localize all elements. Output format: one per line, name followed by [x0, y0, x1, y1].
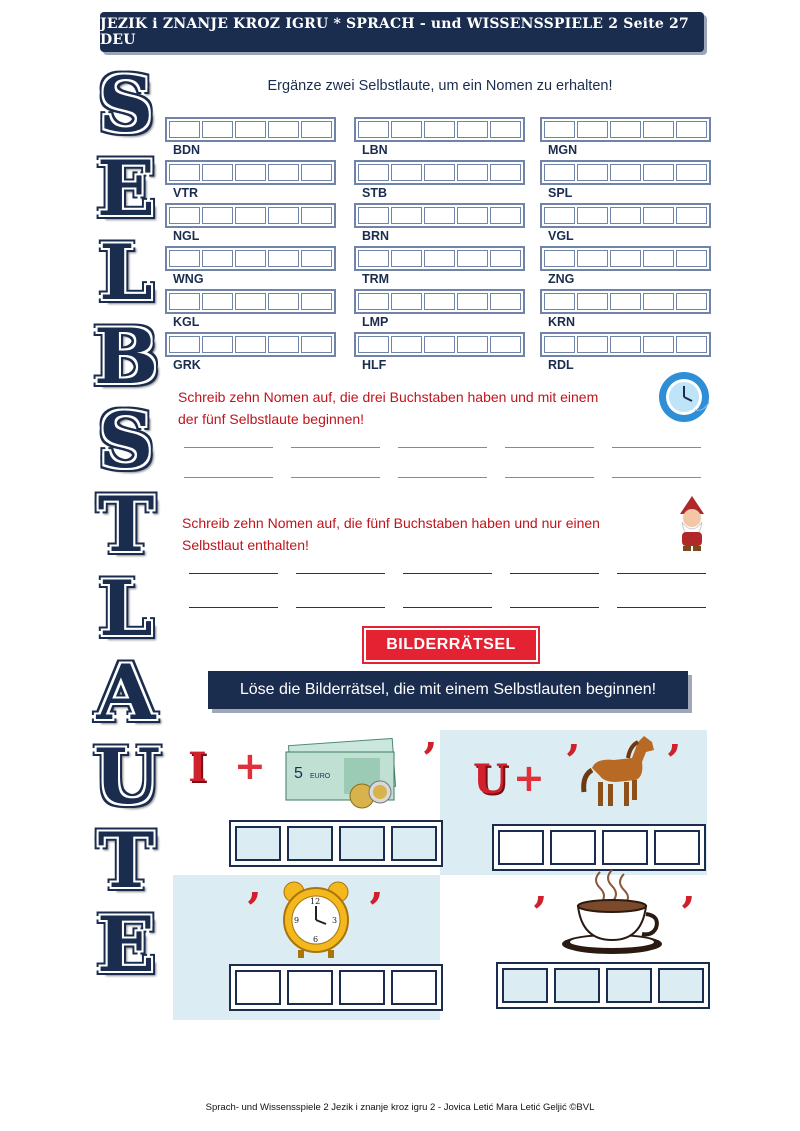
side-letter: T [97, 480, 155, 569]
answer-line[interactable] [189, 564, 278, 574]
letter-boxes [540, 332, 711, 357]
letter-boxes [540, 289, 711, 314]
clock-icon [655, 368, 713, 426]
task2-answer-row-1 [184, 438, 701, 448]
letter-box[interactable] [676, 164, 707, 181]
letter-box[interactable] [268, 336, 299, 353]
letter-box[interactable] [202, 293, 233, 310]
task2-line1: Schreib zehn Nomen auf, die drei Buchstaben haben und mit einem [178, 389, 599, 405]
answer-line[interactable] [617, 598, 706, 608]
word-cell [354, 332, 526, 374]
letter-boxes [540, 203, 711, 228]
side-letter: E [97, 900, 155, 989]
letter-box[interactable] [457, 207, 488, 224]
letter-box[interactable] [235, 121, 266, 138]
apostrophe-mark: ’ [680, 888, 696, 939]
letter-box[interactable] [169, 336, 200, 353]
letter-box[interactable] [457, 293, 488, 310]
letter-box[interactable] [676, 250, 707, 267]
letter-box[interactable] [610, 164, 641, 181]
horse-icon [578, 732, 660, 810]
plus-sign: + [234, 744, 266, 788]
word-cell [540, 246, 712, 288]
apostrophe-mark: ’ [422, 734, 438, 785]
letter-box[interactable] [676, 293, 707, 310]
letter-box[interactable] [654, 830, 700, 865]
answer-line[interactable] [617, 564, 706, 574]
letter-box[interactable] [577, 164, 608, 181]
letter-box[interactable] [544, 250, 575, 267]
answer-line[interactable] [291, 438, 380, 448]
letter-box[interactable] [577, 121, 608, 138]
consonant-clue: VTR [173, 186, 198, 200]
letter-box[interactable] [544, 121, 575, 138]
answer-line[interactable] [505, 468, 594, 478]
word-cell [165, 246, 337, 288]
answer-line[interactable] [296, 598, 385, 608]
letter-box[interactable] [554, 968, 600, 1003]
letter-box[interactable] [490, 121, 521, 138]
letter-box[interactable] [457, 336, 488, 353]
letter-box[interactable] [502, 968, 548, 1003]
clock-digit: 12 [310, 897, 321, 906]
letter-box[interactable] [676, 121, 707, 138]
task2-line2: der fünf Selbstlaute beginnen! [178, 411, 365, 427]
letter-box[interactable] [577, 250, 608, 267]
side-letter: L [99, 564, 153, 653]
letter-box[interactable] [287, 826, 333, 861]
letter-boxes [165, 332, 336, 357]
word-cell [165, 332, 337, 374]
consonant-clue: KGL [173, 315, 200, 329]
letter-box[interactable] [643, 121, 674, 138]
letter-box[interactable] [202, 164, 233, 181]
plus-sign: + [513, 756, 545, 800]
letter-boxes [165, 246, 336, 271]
answer-line[interactable] [505, 438, 594, 448]
apostrophe-mark: ’ [532, 888, 548, 939]
letter-box[interactable] [676, 336, 707, 353]
answer-line[interactable] [403, 564, 492, 574]
consonant-clue: LMP [362, 315, 389, 329]
letter-box[interactable] [643, 207, 674, 224]
consonant-clue: KRN [548, 315, 576, 329]
rebus-letter: U [473, 756, 508, 803]
letter-boxes [354, 203, 525, 228]
letter-box[interactable] [268, 121, 299, 138]
letter-box[interactable] [676, 207, 707, 224]
rebus-answer-boxes [492, 824, 706, 871]
task3-line2: Selbstlaut enthalten! [182, 537, 309, 553]
answer-line[interactable] [612, 468, 701, 478]
letter-box[interactable] [339, 970, 385, 1005]
word-cell [354, 289, 526, 331]
letter-boxes [165, 203, 336, 228]
task3-answer-row-1 [189, 564, 706, 574]
answer-line[interactable] [296, 564, 385, 574]
rebus-answer-boxes [229, 820, 443, 867]
consonant-clue: ZNG [548, 272, 575, 286]
letter-box[interactable] [235, 207, 266, 224]
letter-boxes [540, 160, 711, 185]
consonant-clue: LBN [362, 143, 388, 157]
letter-box[interactable] [643, 293, 674, 310]
letter-box[interactable] [202, 207, 233, 224]
letter-box[interactable] [610, 207, 641, 224]
letter-box[interactable] [457, 121, 488, 138]
alarm-clock-icon [274, 876, 358, 960]
letter-box[interactable] [643, 164, 674, 181]
consonant-clue: SPL [548, 186, 573, 200]
letter-box[interactable] [602, 830, 648, 865]
letter-box[interactable] [268, 250, 299, 267]
rebus-answer-boxes [229, 964, 443, 1011]
letter-box[interactable] [424, 121, 455, 138]
word-cell [165, 289, 337, 331]
letter-box[interactable] [391, 970, 437, 1005]
rebus-letter: I [188, 744, 207, 791]
apostrophe-mark: ’ [565, 736, 581, 787]
apostrophe-mark: ’ [246, 884, 262, 935]
letter-box[interactable] [391, 336, 422, 353]
letter-box[interactable] [301, 250, 332, 267]
consonant-clue: MGN [548, 143, 578, 157]
letter-boxes [165, 160, 336, 185]
word-cell [540, 203, 712, 245]
letter-box[interactable] [577, 293, 608, 310]
letter-box[interactable] [202, 121, 233, 138]
word-cell [540, 160, 712, 202]
letter-box[interactable] [235, 336, 266, 353]
letter-box[interactable] [577, 207, 608, 224]
letter-box[interactable] [391, 164, 422, 181]
word-cell [354, 117, 526, 159]
bilderraetsel-badge: BILDERRÄTSEL [364, 628, 538, 662]
task2-instruction [178, 386, 598, 430]
answer-line[interactable] [510, 564, 599, 574]
letter-box[interactable] [235, 293, 266, 310]
side-letter: B [94, 312, 159, 401]
letter-box[interactable] [358, 164, 389, 181]
word-cell [354, 203, 526, 245]
letter-box[interactable] [358, 207, 389, 224]
word-cell [165, 160, 337, 202]
letter-box[interactable] [301, 207, 332, 224]
letter-box[interactable] [169, 293, 200, 310]
letter-box[interactable] [424, 336, 455, 353]
letter-box[interactable] [457, 250, 488, 267]
letter-box[interactable] [610, 121, 641, 138]
task3-instruction [182, 512, 600, 556]
answer-line[interactable] [398, 438, 487, 448]
letter-box[interactable] [498, 830, 544, 865]
letter-box[interactable] [169, 250, 200, 267]
letter-boxes [354, 246, 525, 271]
letter-boxes [165, 117, 336, 142]
letter-box[interactable] [643, 250, 674, 267]
consonant-clue: GRK [173, 358, 201, 372]
letter-box[interactable] [544, 293, 575, 310]
answer-line[interactable] [189, 598, 278, 608]
letter-boxes [165, 289, 336, 314]
letter-box[interactable] [606, 968, 652, 1003]
task3-answer-row-2 [189, 598, 706, 608]
letter-boxes [354, 289, 525, 314]
task1-instruction: Ergänze zwei Selbstlaute, um ein Nomen zu erhalten! [267, 78, 613, 94]
letter-box[interactable] [268, 207, 299, 224]
consonant-clue: NGL [173, 229, 200, 243]
word-cell [165, 117, 337, 159]
letter-box[interactable] [424, 164, 455, 181]
answer-line[interactable] [291, 468, 380, 478]
word-cell [354, 246, 526, 288]
letter-boxes [540, 117, 711, 142]
letter-boxes [540, 246, 711, 271]
consonant-clue: WNG [173, 272, 204, 286]
letter-box[interactable] [235, 164, 266, 181]
dwarf-icon [670, 494, 714, 552]
letter-box[interactable] [457, 164, 488, 181]
page-footer: Sprach- und Wissensspiele 2 Jezik i znanje kroz igru 2 - Jovica Letić Mara Letić Geljić ©BVL [205, 1102, 595, 1113]
consonant-clue: RDL [548, 358, 574, 372]
task2-answer-row-2 [184, 468, 701, 478]
consonant-clue: HLF [362, 358, 387, 372]
letter-box[interactable] [202, 250, 233, 267]
letter-box[interactable] [610, 250, 641, 267]
letter-box[interactable] [490, 207, 521, 224]
letter-box[interactable] [169, 121, 200, 138]
clock-digit: 9 [294, 916, 300, 925]
apostrophe-mark: ’ [368, 884, 384, 935]
letter-box[interactable] [577, 336, 608, 353]
letter-box[interactable] [391, 826, 437, 861]
letter-box[interactable] [391, 121, 422, 138]
svg-text:5: 5 [294, 765, 303, 782]
letter-box[interactable] [490, 336, 521, 353]
letter-box[interactable] [301, 293, 332, 310]
side-letter: S [98, 60, 154, 149]
answer-line[interactable] [184, 438, 273, 448]
letter-box[interactable] [169, 207, 200, 224]
letter-box[interactable] [550, 830, 596, 865]
answer-line[interactable] [612, 438, 701, 448]
answer-line[interactable] [510, 598, 599, 608]
letter-box[interactable] [301, 164, 332, 181]
letter-box[interactable] [301, 336, 332, 353]
money-icon [284, 738, 410, 810]
letter-box[interactable] [643, 336, 674, 353]
side-letter: U [94, 732, 161, 821]
side-letter: T [97, 816, 155, 905]
consonant-clue: BDN [173, 143, 201, 157]
answer-line[interactable] [184, 468, 273, 478]
letter-box[interactable] [658, 968, 704, 1003]
word-cell [354, 160, 526, 202]
apostrophe-mark: ’ [666, 736, 682, 787]
rebus-answer-boxes [496, 962, 710, 1009]
consonant-clue: VGL [548, 229, 574, 243]
consonant-clue: BRN [362, 229, 390, 243]
letter-box[interactable] [424, 207, 455, 224]
side-letter: L [99, 228, 153, 317]
letter-box[interactable] [301, 121, 332, 138]
letter-box[interactable] [544, 207, 575, 224]
letter-box[interactable] [490, 293, 521, 310]
money-label: EURO [310, 773, 331, 780]
answer-line[interactable] [398, 468, 487, 478]
letter-box[interactable] [424, 293, 455, 310]
clock-digit: 6 [313, 935, 319, 944]
letter-box[interactable] [610, 293, 641, 310]
letter-box[interactable] [235, 970, 281, 1005]
letter-box[interactable] [287, 970, 333, 1005]
word-cell [540, 289, 712, 331]
rebus-instruction-banner: Löse die Bilderrätsel, die mit einem Selbstlauten beginnen! [208, 671, 688, 709]
letter-boxes [354, 332, 525, 357]
letter-box[interactable] [202, 336, 233, 353]
letter-box[interactable] [358, 293, 389, 310]
letter-boxes [354, 117, 525, 142]
side-letter: S [98, 396, 154, 485]
letter-box[interactable] [391, 250, 422, 267]
consonant-clue: STB [362, 186, 387, 200]
letter-box[interactable] [424, 250, 455, 267]
word-cell [165, 203, 337, 245]
letter-box[interactable] [544, 164, 575, 181]
letter-box[interactable] [544, 336, 575, 353]
letter-box[interactable] [268, 293, 299, 310]
consonant-clue: TRM [362, 272, 390, 286]
task3-line1: Schreib zehn Nomen auf, die fünf Buchstaben haben und nur einen [182, 515, 600, 531]
word-cell [540, 117, 712, 159]
letter-box[interactable] [610, 336, 641, 353]
answer-line[interactable] [403, 598, 492, 608]
letter-box[interactable] [268, 164, 299, 181]
letter-box[interactable] [358, 250, 389, 267]
letter-box[interactable] [490, 250, 521, 267]
letter-box[interactable] [391, 207, 422, 224]
letter-box[interactable] [235, 826, 281, 861]
side-letter: A [96, 648, 156, 737]
letter-box[interactable] [490, 164, 521, 181]
letter-box[interactable] [169, 164, 200, 181]
side-letter: E [97, 144, 155, 233]
page-header: JEZIK i ZNANJE KROZ IGRU * SPRACH - und WISSENSSPIELE 2 Seite 27 DEU [100, 12, 704, 52]
coffee-cup-icon [560, 868, 666, 956]
letter-box[interactable] [358, 121, 389, 138]
letter-boxes [354, 160, 525, 185]
letter-box[interactable] [339, 826, 385, 861]
letter-box[interactable] [358, 336, 389, 353]
letter-box[interactable] [235, 250, 266, 267]
clock-digit: 3 [332, 916, 338, 925]
letter-box[interactable] [391, 293, 422, 310]
